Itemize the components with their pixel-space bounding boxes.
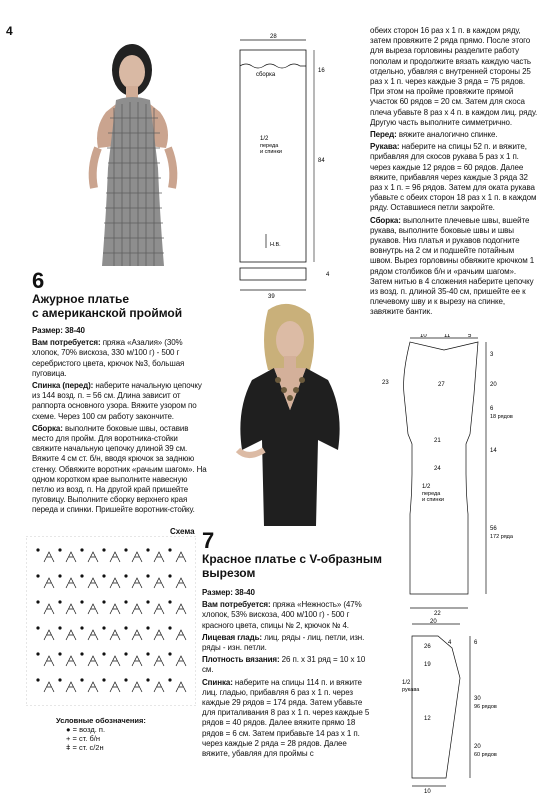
scheme-stitch-fan — [110, 682, 120, 692]
scheme-chain-dot — [36, 548, 39, 551]
scheme-chain-dot — [80, 600, 83, 603]
scheme-stitch-fan — [176, 604, 186, 614]
scheme-chain-dot — [102, 678, 105, 681]
scheme-chain-dot — [58, 600, 61, 603]
scheme-chain-dot — [80, 548, 83, 551]
scheme-stitch-fan — [88, 656, 98, 666]
scheme-chain-dot — [80, 574, 83, 577]
p7b-d60r: 60 рядов — [474, 752, 497, 758]
scheme-stitch-fan — [44, 578, 54, 588]
legend-item-dc-text: = ст. с/2н — [72, 743, 104, 752]
p7a-d3: 3 — [490, 352, 494, 358]
scheme-stitch-fan — [66, 682, 76, 692]
crochet-scheme-diagram — [26, 536, 196, 706]
dress6-assembly-text: выполните боковые швы, оставив место для пройм. Для воротника-стойки свяжите начальную цепочку длиной 39 см. Вяжите 4 см ст. б/н, вводя крючок за заднюю стенку. Обвяжите воротник «рачьим шагом». На одном коротком крае выполните навесную петлю из возд. п. На другой край пришейте пуговицу. Выполните сборку верхнего края переда и спинки. Пришейте воротник-стойку. — [32, 423, 207, 515]
scheme-chain-dot — [124, 652, 127, 655]
dress7-materials-label: Вам потребуется: — [202, 600, 271, 610]
scheme-chain-dot — [102, 548, 105, 551]
scheme-stitch-fan — [154, 656, 164, 666]
scheme-stitch-fan — [66, 552, 76, 562]
scheme-stitch-fan — [154, 604, 164, 614]
scheme-stitch-fan — [132, 630, 142, 640]
dress7-density-text: 26 п. x 31 ряд = 10 x 10 см. — [202, 655, 366, 675]
scheme-stitch-fan — [66, 630, 76, 640]
pattern6-gather-label: сборка — [256, 72, 276, 78]
page-number: 4 — [6, 24, 13, 38]
pattern6-width-bottom: 39 — [268, 294, 275, 298]
scheme-chain-dot — [168, 600, 171, 603]
scheme-chain-dot — [146, 678, 149, 681]
scheme-chain-dot — [58, 626, 61, 629]
p7a-d22: 22 — [434, 611, 441, 616]
dress6-materials-label: Вам потребуется: — [32, 338, 101, 348]
double-crochet-icon: ǂ — [66, 743, 71, 752]
dress7-photo — [218, 300, 358, 526]
dress7-title-line1: Красное платье с V-образным — [202, 552, 382, 566]
pattern6-width-top: 28 — [270, 34, 277, 40]
scheme-chain-dot — [58, 574, 61, 577]
p7a-d18r: 18 рядов — [490, 414, 513, 420]
dress7-stitch-label: Лицевая гладь: — [202, 632, 262, 642]
dress6-number: 6 — [32, 268, 45, 293]
dress7-text-block — [202, 588, 370, 761]
scheme-stitch-fan — [66, 604, 76, 614]
p7b-d12: 12 — [424, 716, 431, 722]
dress7-title — [202, 552, 382, 580]
dress6-title-line2: с американской проймой — [32, 306, 183, 320]
p7a-d10: 10 — [420, 334, 427, 339]
scheme-stitch-fan — [110, 578, 120, 588]
scheme-stitch-fan — [154, 552, 164, 562]
p7b-d19: 19 — [424, 662, 431, 668]
dress7-size-value: 38-40 — [234, 588, 255, 597]
scheme-stitch-fan — [110, 604, 120, 614]
right-sleeves-label: Рукава: — [370, 142, 400, 152]
scheme-stitch-fan — [44, 630, 54, 640]
scheme-chain-dot — [80, 678, 83, 681]
scheme-chain-dot — [146, 600, 149, 603]
scheme-stitch-fan — [176, 682, 186, 692]
right-front-label: Перед: — [370, 130, 397, 140]
p7b-d26: 26 — [424, 644, 431, 650]
pattern6-dim-4: 4 — [326, 272, 330, 278]
scheme-chain-dot — [168, 548, 171, 551]
p7a-d27: 27 — [438, 382, 445, 388]
right-assembly-text: выполните плечевые швы, вшейте рукава, выполните боковые швы и швы рукавов. Низ платья и рукавов подогните вовнутрь на 2 см и подшейте потайным швом. Вырез горловины обвяжите крючком 1 рядом столбиков б/н и «рачьим шагом». Затем нитью в 4 сложения наберите цепочку из возд. п. длиной 35-40 см, пришейте ее к плечевому шву и к вырезу на спинке, завяжите бантик. — [370, 215, 535, 317]
dress7-body-pattern-diagram — [382, 334, 522, 616]
scheme-chain-dot — [146, 652, 149, 655]
scheme-stitch-fan — [154, 630, 164, 640]
scheme-stitch-fan — [44, 552, 54, 562]
scheme-chain-dot — [124, 678, 127, 681]
scheme-stitch-fan — [66, 656, 76, 666]
pattern6-dim-84: 84 — [318, 158, 325, 164]
pattern6-half2: переда — [260, 143, 279, 149]
scheme-stitch-fan — [176, 630, 186, 640]
dress6-assembly-label: Сборка: — [32, 423, 63, 433]
scheme-stitch-fan — [132, 578, 142, 588]
dress7-stitch-text: лиц. ряды - лиц. петли, изн. ряды - изн. петли. — [202, 632, 365, 653]
dress7-materials-text: пряжа «Нежность» (47% хлопок, 53% вискоза, 400 м/100 г) - 500 г красного цвета, спицы № 2, крючок № 4. — [202, 600, 362, 630]
scheme-chain-dot — [124, 548, 127, 551]
scheme-stitch-fan — [132, 552, 142, 562]
dress7-density — [202, 655, 370, 675]
p7a-d5: 5 — [468, 334, 472, 339]
dress6-back — [32, 381, 208, 422]
dress6-figure-image — [80, 28, 188, 268]
p7a-d14: 14 — [490, 448, 497, 454]
p7b-d96r: 96 рядов — [474, 704, 497, 710]
scheme-stitch-fan — [88, 552, 98, 562]
p7a-d21: 21 — [434, 438, 441, 444]
right-front — [370, 130, 538, 140]
scheme-stitch-fan — [88, 630, 98, 640]
scheme-chain-dot — [146, 626, 149, 629]
scheme-stitch-fan — [132, 682, 142, 692]
p7b-d6: 6 — [474, 640, 478, 646]
scheme-stitch-fan — [154, 578, 164, 588]
legend-item-chain — [66, 725, 196, 734]
scheme-chain-dot — [58, 548, 61, 551]
right-sleeves-text: наберите на спицы 52 п. и вяжите, прибавляя для скосов рукава 5 раз x 1 п. через каждые 12 рядов = 60 рядов. Далее вяжите, прибавляя через каждые 3 ряда 32 раз x 1 п. = 96 рядов. Затем для оката рукава убавьте с обеих сторон 18 раз x 1 п. в каждом ряду. Оставшиеся петли закройте. — [370, 142, 537, 213]
scheme-stitch-fan — [44, 604, 54, 614]
pattern6-dim-16: 16 — [318, 68, 325, 74]
p7a-d6: 6 — [490, 406, 494, 412]
scheme-stitch-fan — [176, 656, 186, 666]
scheme-label: Схема — [170, 527, 195, 536]
scheme-chain-dot — [80, 626, 83, 629]
p7b-d10: 10 — [424, 789, 431, 794]
p7b-half1: 1/2 — [402, 680, 411, 686]
dress6-back-text: наберите начальную цепочку из 144 возд. п. = 56 см. Длина зависит от раппорта основного узора. Вяжите узором по схеме. Через 100 см работу закончите. — [32, 381, 202, 421]
scheme-stitch-fan — [132, 656, 142, 666]
dress7-stitch — [202, 633, 370, 653]
dress6-photo — [80, 28, 188, 268]
legend — [56, 716, 196, 752]
p7a-d23: 23 — [382, 380, 389, 386]
scheme-chain-dot — [124, 600, 127, 603]
p7a-d24: 24 — [434, 466, 441, 472]
right-sleeves — [370, 142, 538, 213]
p7b-d4: 4 — [448, 640, 452, 646]
dress6-size-label: Размер: — [32, 326, 63, 335]
p7b-d20: 20 — [430, 619, 437, 625]
scheme-stitch-fan — [110, 656, 120, 666]
p7a-half1: 1/2 — [422, 484, 431, 490]
right-p1: обеих сторон 16 раз x 1 п. в каждом ряду, затем провяжите 2 ряда прямо. После этого для вырезa горловины разделите работу пополам и продолжите вязать каждую часть отдельно, убавляя с внутренней стороны 25 раз x 1 п. через каждые 3 ряда = 75 рядов. При этом на пройме провяжите прямой участок 60 рядов = 20 см. Затем для скоса плеча убавьте 8 раз x 4 п. в каждом лиц. ряду. Другую часть выполните симметрично. — [370, 26, 538, 127]
scheme-chain-dot — [168, 574, 171, 577]
scheme-stitch-fan — [132, 604, 142, 614]
scheme-stitch-fan — [88, 604, 98, 614]
scheme-chain-dot — [36, 574, 39, 577]
legend-item-sc — [66, 734, 196, 743]
dress7-sleeve-pattern-diagram — [400, 618, 530, 794]
scheme-stitch-fan — [176, 552, 186, 562]
scheme-chain-dot — [102, 652, 105, 655]
p7a-d56: 56 — [490, 526, 497, 532]
right-assembly — [370, 216, 538, 318]
scheme-stitch-fan — [44, 682, 54, 692]
right-front-text: вяжите аналогично спинке. — [398, 130, 498, 140]
pattern6-half3: и спинки — [260, 149, 282, 155]
dress6-size — [32, 326, 208, 336]
dress7-title-line2: вырезом — [202, 566, 256, 580]
p7b-d30: 30 — [474, 696, 481, 702]
scheme-stitch-fan — [44, 656, 54, 666]
scheme-chain-dot — [58, 652, 61, 655]
scheme-stitch-fan — [176, 578, 186, 588]
scheme-chain-dot — [168, 626, 171, 629]
dress6-assembly — [32, 424, 208, 516]
scheme-stitch-fan — [154, 682, 164, 692]
scheme-chain-dot — [36, 678, 39, 681]
scheme-stitch-fan — [110, 630, 120, 640]
scheme-chain-dot — [36, 652, 39, 655]
dress7-density-label: Плотность вязания: — [202, 655, 280, 665]
dress6-back-label: Спинка (перед): — [32, 381, 94, 391]
scheme-symbols — [36, 548, 186, 692]
p7b-d20b: 20 — [474, 744, 481, 750]
scheme-chain-dot — [58, 678, 61, 681]
scheme-stitch-fan — [66, 578, 76, 588]
scheme-stitch-fan — [88, 578, 98, 588]
scheme-chain-dot — [80, 652, 83, 655]
p7a-d20: 20 — [490, 382, 497, 388]
scheme-chain-dot — [168, 678, 171, 681]
scheme-chain-dot — [124, 574, 127, 577]
dress7-figure-image — [218, 300, 358, 526]
legend-item-dc — [66, 743, 196, 752]
dress7-back — [202, 678, 370, 760]
dress6-size-value: 38-40 — [64, 326, 85, 335]
scheme-chain-dot — [146, 548, 149, 551]
dress6-materials-text: пряжа «Азалия» (30% хлопок, 70% вискоза, 330 м/100 г) - 500 г серебристого цвета, крючок №3, большая пуговица. — [32, 338, 185, 378]
dress7-back-text: наберите на спицы 114 п. и вяжите лиц. гладью, прибавляя 6 раз x 1 п. через каждые 29 рядов = 174 ряда. Затем убавьте для приталивания 8 раз x 1 п. через каждые 5 рядов = 40 рядов. Далее вяжите прямо 18 рядов = 6 см. Затем прибавьте 14 раз x 1 п. через каждые 2 ряда = 28 рядов. Далее вяжите, убавляя для проймы с — [202, 677, 370, 759]
scheme-stitch-fan — [88, 682, 98, 692]
single-crochet-icon: + — [66, 734, 71, 743]
dress7-size — [202, 588, 370, 598]
scheme-chain-dot — [36, 600, 39, 603]
dress6-title — [32, 292, 232, 320]
scheme-chain-dot — [102, 600, 105, 603]
dress7-materials — [202, 600, 370, 631]
scheme-chain-dot — [124, 626, 127, 629]
dress7-size-label: Размер: — [202, 588, 233, 597]
p7a-d11: 11 — [444, 334, 451, 339]
scheme-stitch-fan — [110, 552, 120, 562]
p7a-half2: переда — [422, 491, 441, 497]
p7a-d172r: 172 ряда — [490, 534, 513, 540]
pattern6-hn-label: Н.В. — [270, 242, 281, 248]
dress6-text-block — [32, 326, 208, 518]
right-assembly-label: Сборка: — [370, 215, 401, 225]
legend-item-chain-text: = возд. п. — [72, 725, 106, 734]
scheme-chain-dot — [168, 652, 171, 655]
right-column-text — [370, 26, 538, 320]
scheme-chain-dot — [146, 574, 149, 577]
scheme-chain-dot — [102, 626, 105, 629]
scheme-chain-dot — [102, 574, 105, 577]
p7a-half3: и спинки — [422, 497, 444, 503]
legend-item-sc-text: = ст. б/н — [72, 734, 100, 743]
pattern6-half1: 1/2 — [260, 136, 269, 142]
p7b-half2: рукава — [402, 687, 420, 693]
dress6-pattern-diagram — [226, 28, 356, 298]
dress7-back-label: Спинка: — [202, 677, 233, 687]
dress6-materials — [32, 338, 208, 379]
legend-title: Условные обозначения: — [56, 716, 146, 725]
scheme-chain-dot — [36, 626, 39, 629]
dress7-number: 7 — [202, 528, 215, 553]
dress6-title-line1: Ажурное платье — [32, 292, 130, 306]
chain-stitch-icon: ● — [66, 725, 71, 734]
